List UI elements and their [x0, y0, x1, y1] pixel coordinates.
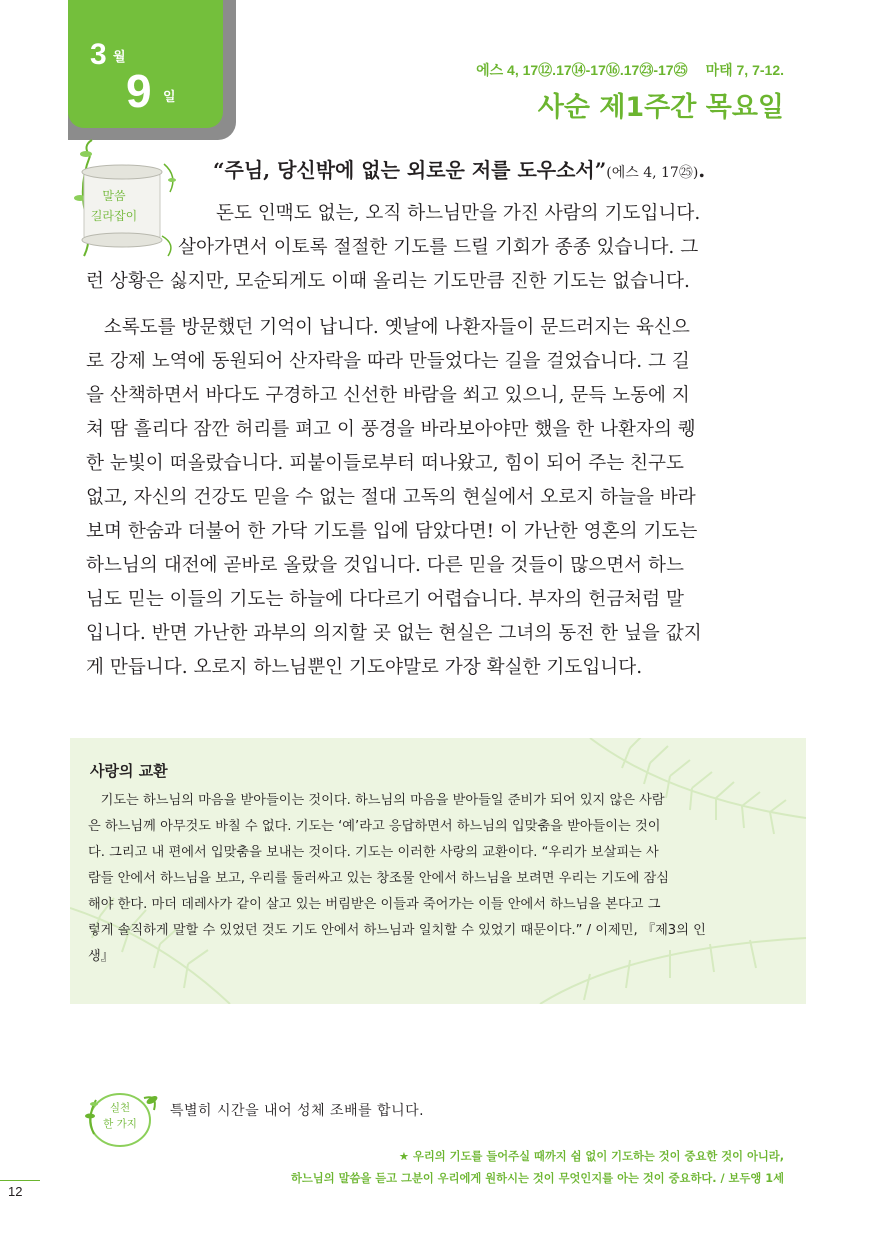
intro-line: 살아가면서 이토록 절절한 기도를 드릴 기회가 종종 있습니다. 그 — [178, 237, 699, 258]
reflection-paragraph — [86, 311, 786, 685]
page-number-rule — [0, 1180, 40, 1181]
quote-text: “주님, 당신밖에 없는 외로운 저를 도우소서” — [213, 158, 607, 182]
body-line: 을 산책하면서 바다도 구경하고 신선한 바람을 쐬고 있으니, 문득 노동에 지 — [86, 385, 690, 406]
box-line: 기도는 하느님의 마음을 받아들이는 것이다. 하느님의 마음을 받아들일 준비가 되어 있지 않은 사람 — [88, 793, 665, 808]
practice-label: 실천 한 가지 — [103, 1102, 137, 1130]
body-line: 없고, 자신의 건강도 믿을 수 없는 절대 고독의 현실에서 오로지 하늘을 바라 — [86, 487, 696, 508]
key-verse-quote — [213, 154, 705, 183]
footer-quote-line: ★ 우리의 기도를 들어주실 때까지 쉼 없이 기도하는 것이 중요한 것이 아니라, — [398, 1150, 784, 1163]
box-line: 다. 그리고 내 편에서 입맞춤을 보내는 것이다. 기도는 이러한 사랑의 교환이다. “우리가 보살피는 사 — [88, 845, 659, 860]
box-line: 은 하느님께 아무것도 바칠 수 없다. 기도는 ‘예’라고 응답하면서 하느님의 입맞춤을 받아들이는 것이 — [88, 819, 661, 834]
box-line: 생』 — [88, 949, 114, 964]
body-line: 소록도를 방문했던 기억이 납니다. 옛날에 나환자들이 문드러지는 육신으 — [86, 317, 690, 338]
body-line: 입니다. 반면 가난한 과부의 의지할 곳 없는 현실은 그녀의 동전 한 닢을 값지 — [86, 623, 702, 644]
practice-text: 특별히 시간을 내어 성체 조배를 합니다. — [170, 1103, 425, 1119]
date-day: 9 — [126, 65, 152, 117]
date-month: 3 — [90, 38, 107, 71]
body-line: 님도 믿는 이들의 기도는 하늘에 다다르기 어렵습니다. 부자의 헌금처럼 말 — [86, 589, 684, 610]
body-line: 게 만듭니다. 오로지 하느님뿐인 기도야말로 가장 확실한 기도입니다. — [86, 657, 643, 678]
body-line: 쳐 땀 흘리다 잠깐 허리를 펴고 이 풍경을 바라보아야만 했을 한 나환자의 퀭 — [86, 419, 696, 440]
intro-paragraph — [86, 197, 786, 299]
first-reading-ref: 에스 4, 17⑫.17⑭-17⑯.17㉓-17㉕ — [476, 62, 688, 78]
box-line: 렇게 솔직하게 말할 수 있었던 것도 기도 안에서 하느님과 일치할 수 있었기 때문이다.” / 이제민, 『제3의 인 — [88, 923, 706, 938]
scripture-readings — [476, 60, 784, 80]
body-line: 보며 한숨과 더불어 한 가닥 기도를 입에 담았다면! 이 가난한 영혼의 기도는 — [86, 521, 698, 542]
box-text — [88, 788, 706, 970]
quote-reference: (에스 4, 17㉕) — [606, 165, 699, 181]
box-line: 람들 안에서 하느님을 보고, 우리를 둘러싸고 있는 창조물 안에서 하느님을 보려면 우리는 기도에 잠심 — [88, 871, 669, 886]
liturgical-day-title: 사순 제1주간 목요일 — [537, 92, 784, 123]
date-day-unit: 일 — [163, 89, 176, 104]
word-guide-label: 말씀 길라잡이 — [90, 189, 138, 223]
page-number: 12 — [8, 1184, 23, 1199]
box-title: 사랑의 교환 — [90, 762, 168, 780]
meditation-box — [70, 738, 806, 1004]
quote-end: . — [698, 158, 706, 182]
intro-line: 런 상황은 싫지만, 모순되게도 이때 올리는 기도만큼 진한 기도는 없습니다. — [86, 271, 690, 292]
box-line: 해야 한다. 마더 데레사가 같이 살고 있는 버림받은 이들과 죽어가는 이들 안에서 하느님을 본다고 그 — [88, 897, 661, 912]
body-line: 한 눈빛이 떠올랐습니다. 피붙이들로부터 떠나왔고, 힘이 되어 주는 친구도 — [86, 453, 684, 474]
gospel-reading-ref: 마태 7, 7-12. — [705, 62, 784, 78]
intro-line: 돈도 인맥도 없는, 오직 하느님만을 가진 사람의 기도입니다. — [216, 203, 701, 224]
body-line: 하느님의 대전에 곧바로 올랐을 것입니다. 다른 믿을 것들이 많으면서 하느 — [86, 555, 684, 576]
footer-quote — [291, 1146, 784, 1190]
date-month-unit: 월 — [113, 49, 126, 64]
body-line: 로 강제 노역에 동원되어 산자락을 따라 만들었다는 길을 걸었습니다. 그 길 — [86, 351, 690, 372]
footer-quote-line: 하느님의 말씀을 듣고 그분이 우리에게 원하시는 것이 무엇인지를 아는 것이 중요하다. / 보두앵 1세 — [290, 1172, 784, 1185]
